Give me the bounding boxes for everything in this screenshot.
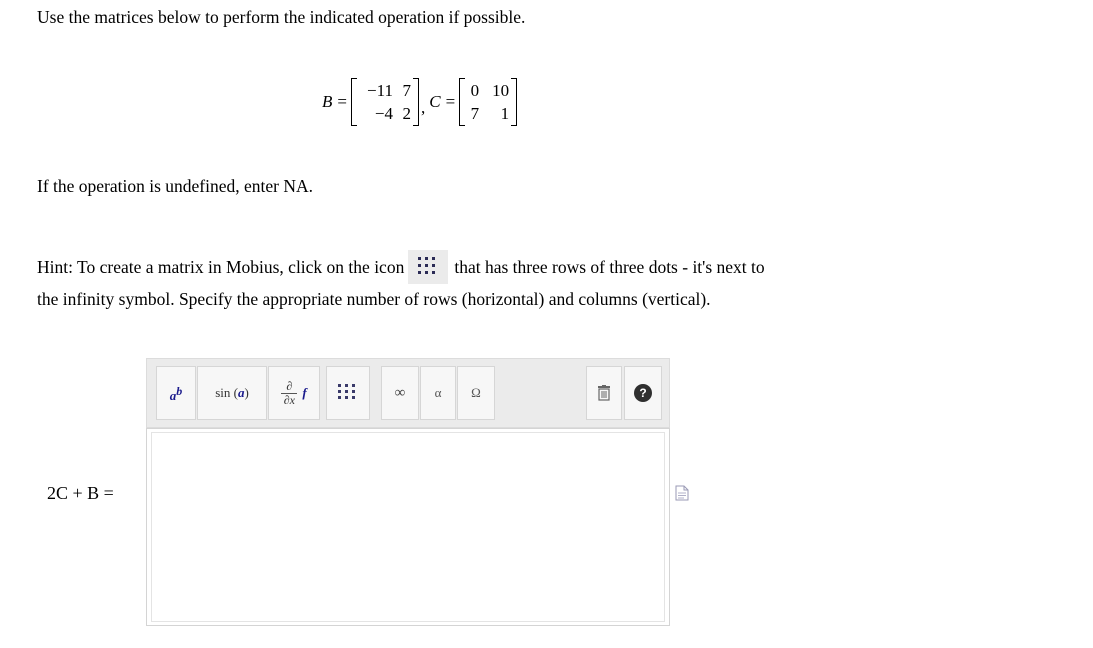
partial-f: f [302, 385, 307, 400]
matrix-c-cell: 1 [500, 103, 510, 123]
hint-text-1: Hint: To create a matrix in Mobius, click on the icon [37, 257, 405, 278]
question-label: 2C + B = [47, 483, 114, 503]
matrix-c-entries [465, 79, 511, 125]
hint-line-1 [37, 252, 765, 286]
matrix-c-cell: 10 [492, 80, 510, 100]
matrix-b-label: B [322, 92, 333, 111]
right-bracket [413, 78, 419, 126]
answer-editor[interactable] [146, 428, 670, 626]
matrix-icon [338, 384, 358, 402]
sin-arg: a [237, 385, 245, 400]
math-toolbar [146, 358, 670, 428]
omega-icon: Ω [471, 385, 481, 400]
help-icon: ? [634, 384, 652, 402]
matrix-b-cell: 2 [402, 103, 411, 123]
delete-icon [597, 385, 611, 401]
matrix-b-cell: −11 [367, 80, 393, 100]
superscript-exp: b [176, 383, 183, 398]
infinity-button[interactable] [381, 366, 419, 420]
greek-lower-button[interactable] [420, 366, 456, 420]
partial-num: ∂ [286, 378, 293, 393]
sin-label: sin [215, 385, 231, 400]
superscript-button[interactable] [156, 366, 196, 420]
instructions-text: Use the matrices below to perform the indicated operation if possible. [37, 7, 526, 27]
sin-button[interactable]: sin ( a ) [197, 366, 267, 420]
matrix-separator: , [420, 98, 426, 117]
matrix-c-equals: = [445, 92, 456, 111]
alpha-icon: α [434, 385, 442, 400]
answer-input[interactable] [151, 432, 665, 622]
right-bracket [511, 78, 517, 126]
clear-button[interactable] [586, 366, 622, 420]
matrix-b-equals: = [337, 92, 347, 111]
hint-text-2: that has three rows of three dots - it's next to [454, 257, 765, 278]
superscript-base: a [169, 388, 177, 403]
matrix-button[interactable] [326, 366, 370, 420]
matrix-b [322, 76, 517, 128]
preview-icon[interactable] [675, 485, 689, 501]
help-button[interactable] [624, 366, 662, 420]
matrix-b-entries [357, 79, 413, 125]
matrix-c-cell: 0 [470, 80, 480, 100]
matrix-icon [408, 250, 448, 284]
matrix-b-cell: 7 [402, 80, 411, 100]
partial-den: ∂x [283, 392, 295, 407]
matrix-b-cell: −4 [374, 103, 393, 123]
partial-derivative-button[interactable] [268, 366, 320, 420]
undefined-note: If the operation is undefined, enter NA. [37, 176, 314, 196]
matrix-c-label: C [429, 92, 441, 111]
greek-upper-button[interactable] [457, 366, 495, 420]
hint-line-2: the infinity symbol. Specify the appropriate number of rows (horizontal) and columns (vertical). [37, 289, 711, 309]
matrix-c-cell: 7 [470, 103, 480, 123]
infinity-icon: ∞ [394, 384, 406, 401]
